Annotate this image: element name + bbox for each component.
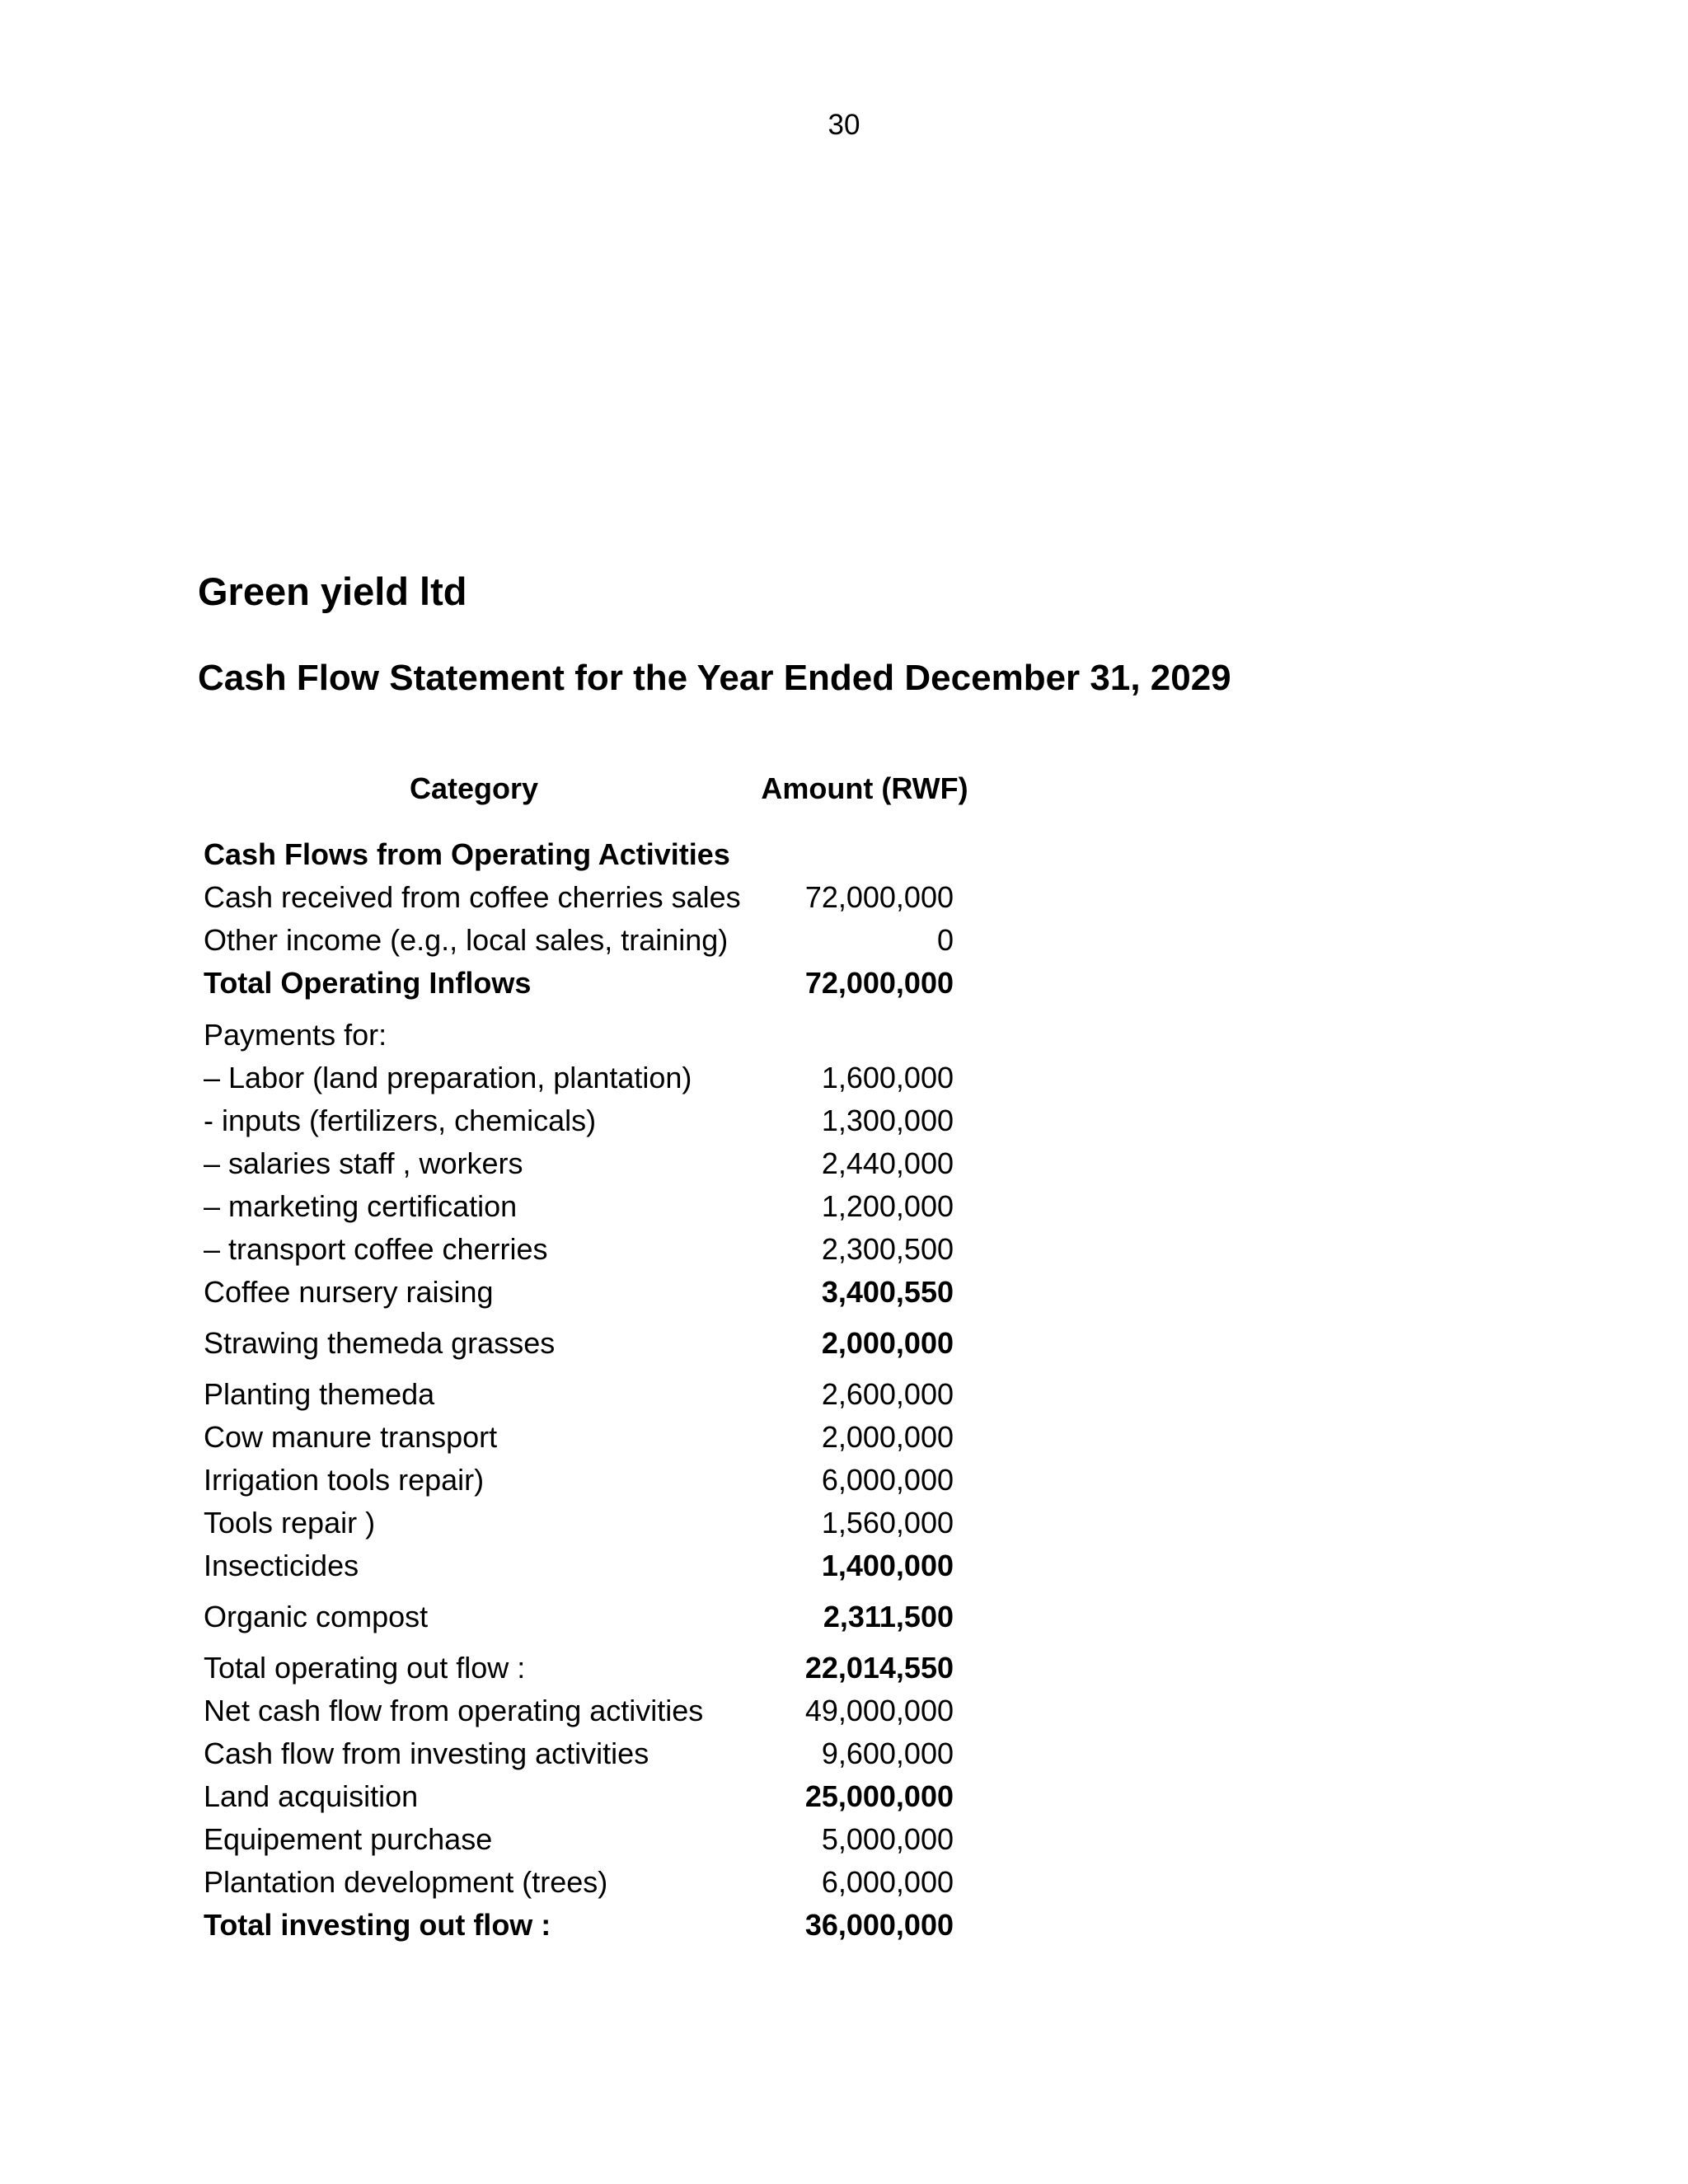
row-label: Coffee nursery raising xyxy=(204,1275,494,1309)
table-row xyxy=(204,1544,954,1587)
row-amount: 2,300,500 xyxy=(821,1232,954,1266)
row-amount: 22,014,550 xyxy=(804,1651,954,1685)
statement-title: Cash Flow Statement for the Year Ended December 31, 2029 xyxy=(198,658,1231,698)
row-amount: 1,400,000 xyxy=(821,1549,954,1582)
table-row xyxy=(204,1099,954,1142)
row-amount: 1,600,000 xyxy=(821,1061,954,1094)
row-amount: 9,600,000 xyxy=(821,1736,954,1770)
row-amount: 72,000,000 xyxy=(804,880,954,914)
table-row xyxy=(204,1502,954,1544)
table-row xyxy=(204,1416,954,1459)
row-label: Cash Flows from Operating Activities xyxy=(204,837,730,871)
table-row xyxy=(204,1861,954,1904)
row-label: Land acquisition xyxy=(204,1779,419,1813)
row-label: Payments for: xyxy=(204,1018,387,1052)
row-amount: 5,000,000 xyxy=(821,1822,954,1856)
row-amount: 1,200,000 xyxy=(821,1189,954,1223)
table-row xyxy=(204,876,954,919)
row-amount: 6,000,000 xyxy=(821,1865,954,1899)
row-label: Equipement purchase xyxy=(204,1822,493,1856)
table-row xyxy=(204,1271,954,1314)
table-row xyxy=(204,1732,954,1775)
row-amount: 1,300,000 xyxy=(821,1104,954,1137)
table-row xyxy=(204,1014,954,1057)
row-label: Total Operating Inflows xyxy=(204,966,532,1000)
table-row xyxy=(204,1818,954,1861)
row-label: Planting themeda xyxy=(204,1377,435,1411)
column-header-category: Category xyxy=(409,771,539,805)
row-label: Organic compost xyxy=(204,1600,429,1633)
row-amount: 1,560,000 xyxy=(821,1506,954,1540)
row-amount: 2,600,000 xyxy=(821,1377,954,1411)
table-row xyxy=(204,1647,954,1690)
row-label: Cash flow from investing activities xyxy=(204,1736,649,1770)
table-row xyxy=(204,1904,954,1947)
row-label: - inputs (fertilizers, chemicals) xyxy=(204,1104,597,1137)
row-label: Total operating out flow : xyxy=(204,1651,526,1685)
column-header-amount: Amount (RWF) xyxy=(761,771,968,805)
row-amount: 0 xyxy=(936,923,954,957)
table-row xyxy=(204,1228,954,1271)
table-row xyxy=(204,919,954,962)
row-amount: 49,000,000 xyxy=(804,1694,954,1727)
row-label: – salaries staff , workers xyxy=(204,1146,523,1180)
row-label: – transport coffee cherries xyxy=(204,1232,548,1266)
row-amount: 2,000,000 xyxy=(821,1420,954,1454)
table-row xyxy=(204,1690,954,1732)
table-row xyxy=(204,833,954,876)
row-label: Net cash flow from operating activities xyxy=(204,1694,704,1727)
table-row xyxy=(204,1775,954,1818)
table-row xyxy=(204,1057,954,1099)
row-amount: 3,400,550 xyxy=(821,1275,954,1309)
row-label: Other income (e.g., local sales, training) xyxy=(204,923,729,957)
table-row xyxy=(204,1596,954,1638)
row-amount: 36,000,000 xyxy=(804,1908,954,1942)
table-row xyxy=(204,1459,954,1502)
row-amount: 2,000,000 xyxy=(821,1326,954,1360)
row-amount: 2,311,500 xyxy=(823,1600,954,1633)
table-row xyxy=(204,1322,954,1365)
row-label: Insecticides xyxy=(204,1549,359,1582)
table-row xyxy=(204,962,954,1005)
row-label: – Labor (land preparation, plantation) xyxy=(204,1061,692,1094)
company-name: Green yield ltd xyxy=(198,569,467,613)
row-label: Total investing out flow : xyxy=(204,1908,551,1942)
row-label: Tools repair ) xyxy=(204,1506,376,1540)
page-number: 30 xyxy=(828,109,860,141)
row-label: Cash received from coffee cherries sales xyxy=(204,880,741,914)
table-row xyxy=(204,1142,954,1185)
row-label: Cow manure transport xyxy=(204,1420,498,1454)
row-amount: 25,000,000 xyxy=(804,1779,954,1813)
table-row xyxy=(204,1185,954,1228)
row-amount: 2,440,000 xyxy=(821,1146,954,1180)
row-label: Plantation development (trees) xyxy=(204,1865,608,1899)
row-label: Strawing themeda grasses xyxy=(204,1326,556,1360)
row-label: Irrigation tools repair) xyxy=(204,1463,485,1497)
table-row xyxy=(204,1373,954,1416)
row-amount: 72,000,000 xyxy=(804,966,954,1000)
row-label: – marketing certification xyxy=(204,1189,518,1223)
row-amount: 6,000,000 xyxy=(821,1463,954,1497)
